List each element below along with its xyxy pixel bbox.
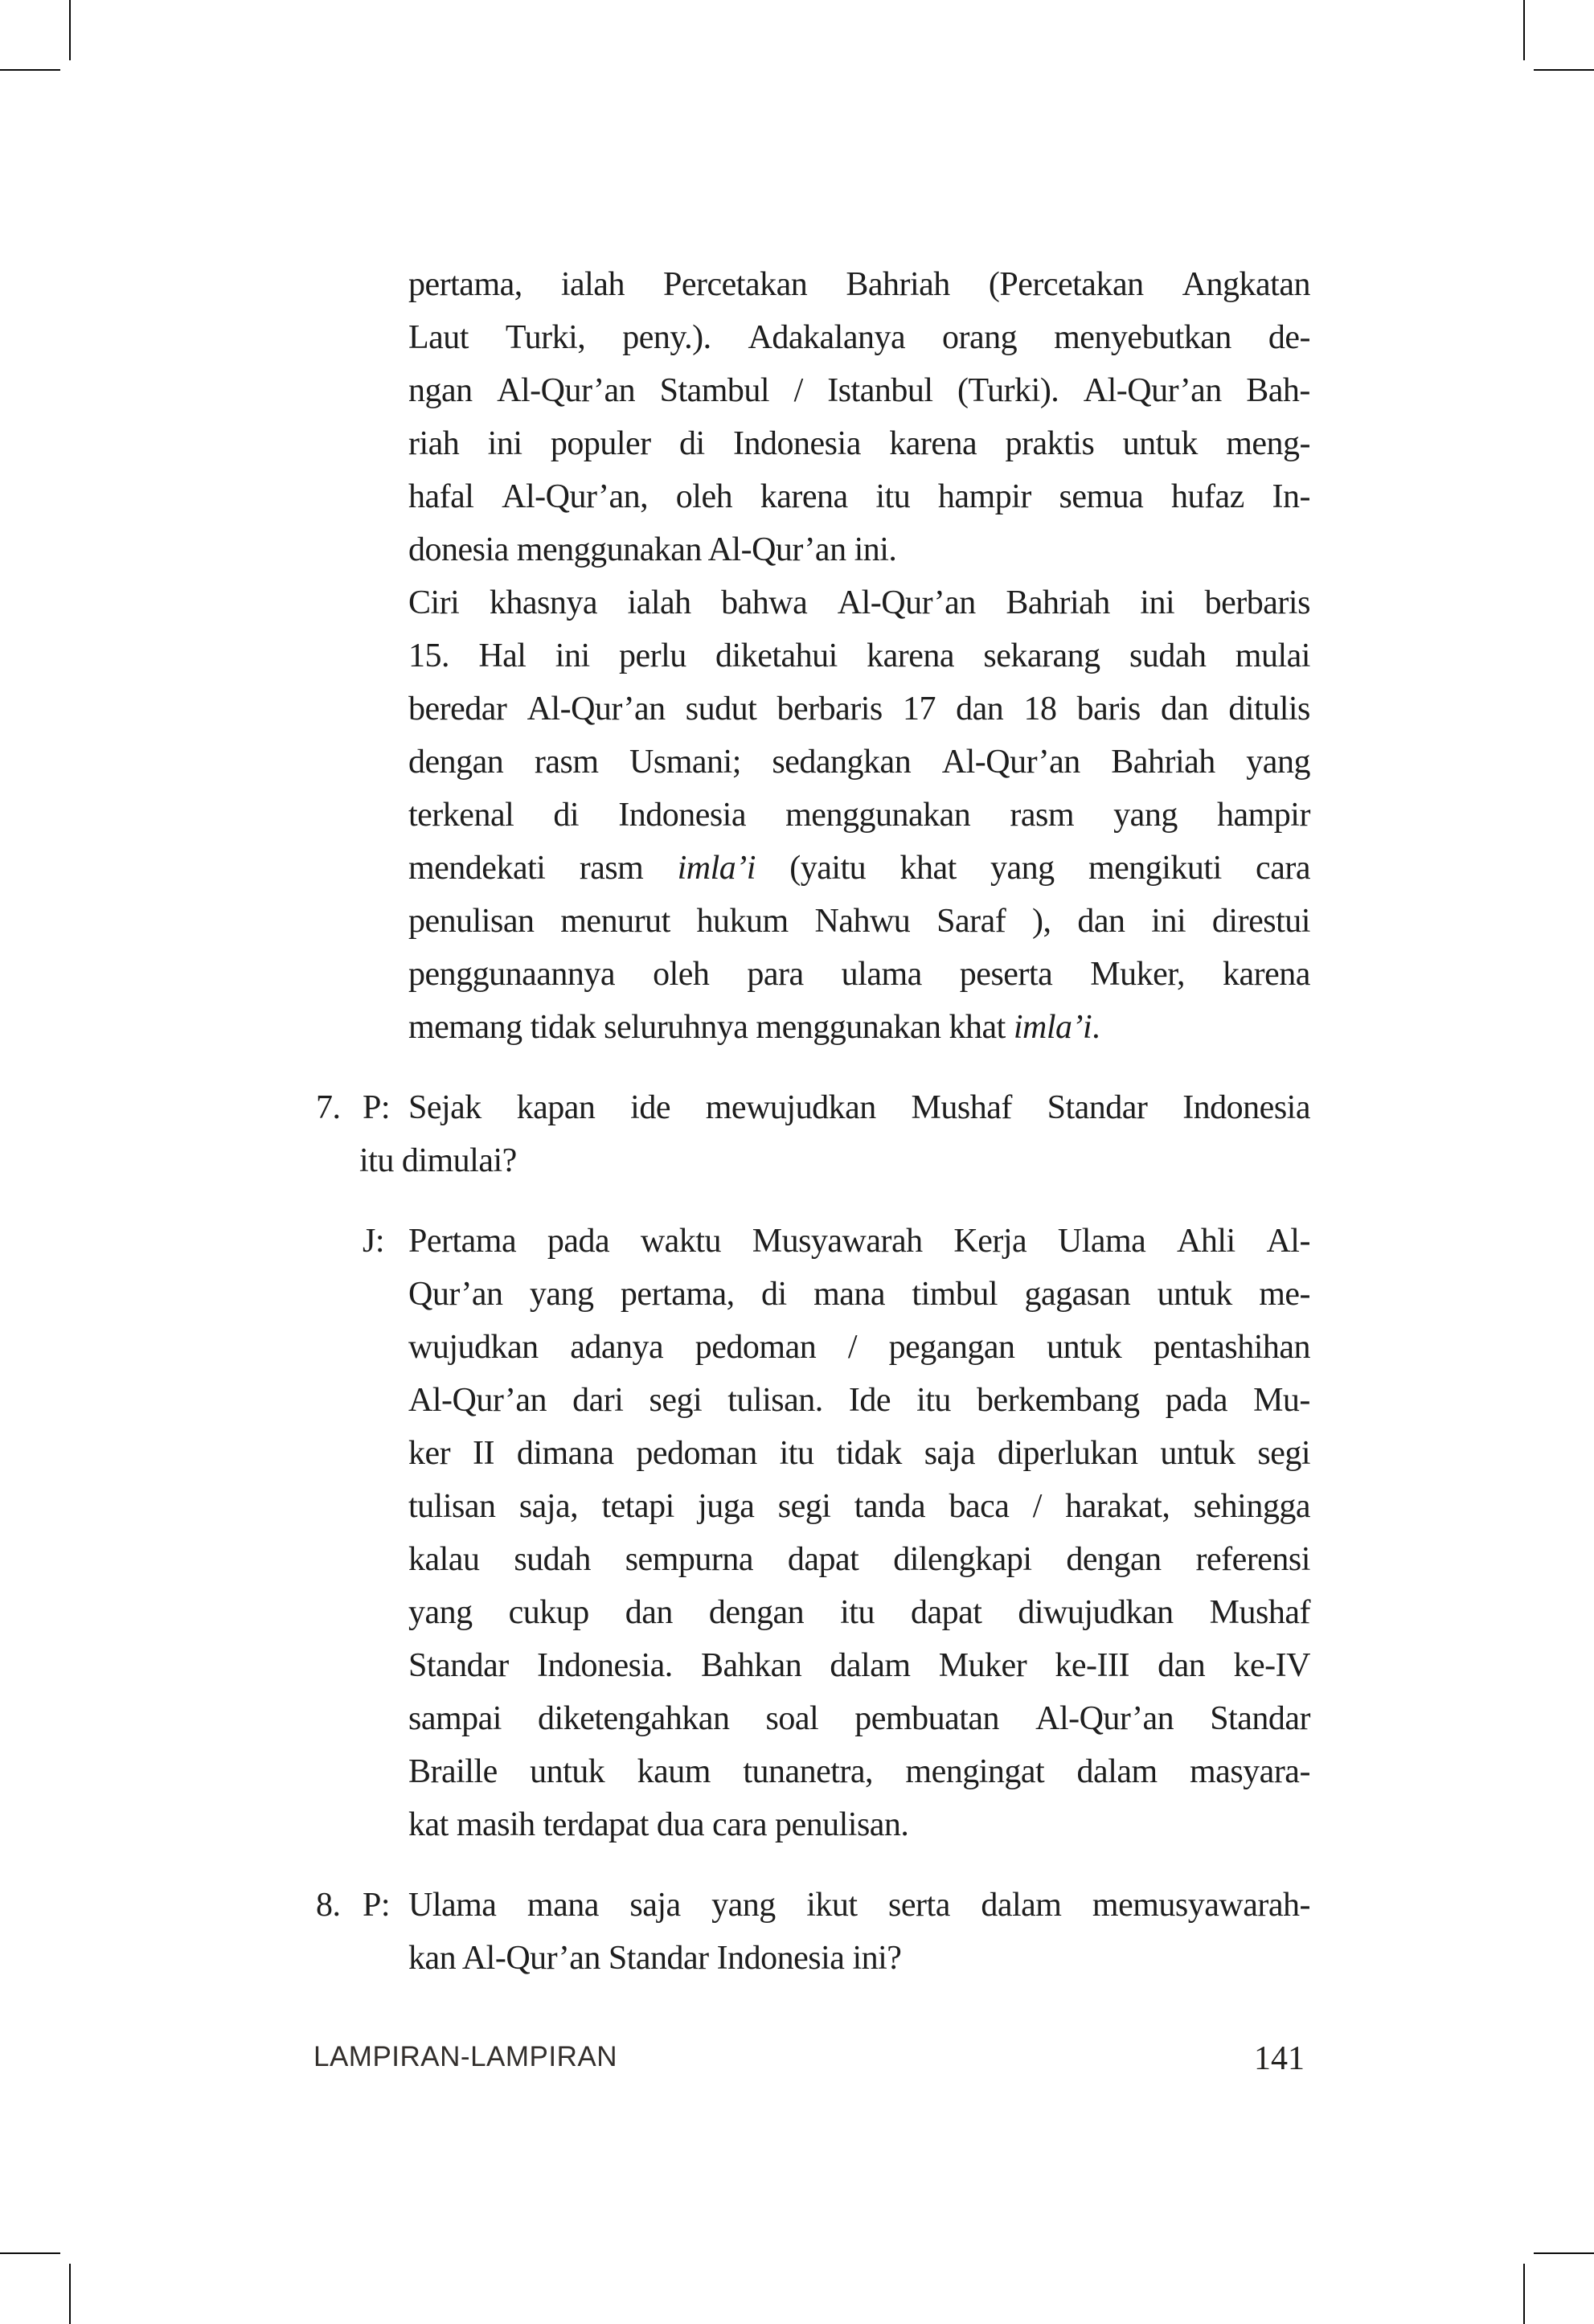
crop-mark-top-left-horizontal [0,69,60,71]
text-line: ker II dimana pedoman itu tidak saja diperlukan untuk segi [408,1435,1310,1472]
crop-mark-top-right-horizontal [1534,69,1594,71]
text-line: memang tidak seluruhnya menggunakan khat imla’i. [408,1009,1100,1046]
crop-mark-bottom-right-vertical [1523,2264,1525,2324]
text-line: kalau sudah sempurna dapat dilengkapi dengan referensi [408,1541,1310,1578]
text-line: ngan Al-Qur’an Stambul / Istanbul (Turki). Al-Qur’an Bah- [408,372,1310,409]
page-number: 141 [1254,2040,1305,2077]
text-line: Ciri khasnya ialah bahwa Al-Qur’an Bahriah ini berbaris [408,584,1310,621]
question-text [359,1081,1310,1187]
text-line: dengan rasm Usmani; sedangkan Al-Qur’an Bahriah yang [408,744,1310,781]
running-footer-section: LAMPIRAN-LAMPIRAN [313,2041,618,2072]
text-line: kan Al-Qur’an Standar Indonesia ini? [408,1940,902,1977]
text-line: pertama, ialah Percetakan Bahriah (Percetakan Angkatan [408,266,1310,303]
crop-mark-top-right-vertical [1523,0,1525,60]
text-line: Sejak kapan ide mewujudkan Mushaf Standar Indonesia [408,1089,1310,1126]
paragraph-ciri-khasnya [408,576,1310,1054]
text-line: penulisan menurut hukum Nahwu Saraf ), dan ini direstui [408,903,1310,940]
text-line: yang cukup dan dengan itu dapat diwujudkan Mushaf [408,1594,1310,1631]
text-line: wujudkan adanya pedoman / pegangan untuk pentashihan [408,1329,1310,1366]
text-line: 15. Hal ini perlu diketahui karena sekarang sudah mulai [408,637,1310,674]
paragraph-percetakan-bahriah [408,258,1310,576]
answer-label: J: [363,1223,385,1260]
text-line: Standar Indonesia. Bahkan dalam Muker ke-III dan ke-IV [408,1647,1310,1684]
question-label: P: [363,1887,391,1924]
text-line: mendekati rasm imla’i (yaitu khat yang mengikuti cara [408,850,1310,887]
text-line: itu dimulai? [359,1142,517,1179]
answer-text [408,1215,1310,1851]
text-line: Pertama pada waktu Musyawarah Kerja Ulama Ahli Al- [408,1223,1310,1260]
text-line: sampai diketengahkan soal pembuatan Al-Qur’an Standar [408,1700,1310,1737]
question-label: P: [363,1089,391,1126]
item-number: 7. [316,1089,341,1126]
text-line: hafal Al-Qur’an, oleh karena itu hampir semua hufaz In- [408,478,1310,515]
qa-item-7-answer [316,1215,1310,1851]
crop-mark-bottom-left-horizontal [0,2252,60,2254]
text-line: penggunaannya oleh para ulama peserta Muker, karena [408,956,1310,993]
text-line: tulisan saja, tetapi juga segi tanda baca / harakat, sehingga [408,1488,1310,1525]
text-line: Braille untuk kaum tunanetra, mengingat dalam masyara- [408,1753,1310,1790]
text-line: riah ini populer di Indonesia karena praktis untuk meng- [408,425,1310,462]
text-line: terkenal di Indonesia menggunakan rasm yang hampir [408,797,1310,834]
text-line: kat masih terdapat dua cara penulisan. [408,1806,909,1843]
crop-mark-bottom-left-vertical [69,2264,71,2324]
qa-item-8-question [316,1879,1310,1985]
crop-mark-bottom-right-horizontal [1534,2252,1594,2254]
text-line: donesia menggunakan Al-Qur’an ini. [408,531,897,568]
text-line: Qur’an yang pertama, di mana timbul gagasan untuk me- [408,1276,1310,1313]
text-line: Laut Turki, peny.). Adakalanya orang menyebutkan de- [408,319,1310,356]
text-line: Al-Qur’an dari segi tulisan. Ide itu berkembang pada Mu- [408,1382,1310,1419]
item-number: 8. [316,1887,341,1924]
crop-mark-top-left-vertical [69,0,71,60]
text-line: beredar Al-Qur’an sudut berbaris 17 dan 18 baris dan ditulis [408,691,1310,728]
question-text [408,1879,1310,1985]
qa-item-7-question [316,1081,1310,1187]
text-line: Ulama mana saja yang ikut serta dalam memusyawarah- [408,1887,1310,1924]
